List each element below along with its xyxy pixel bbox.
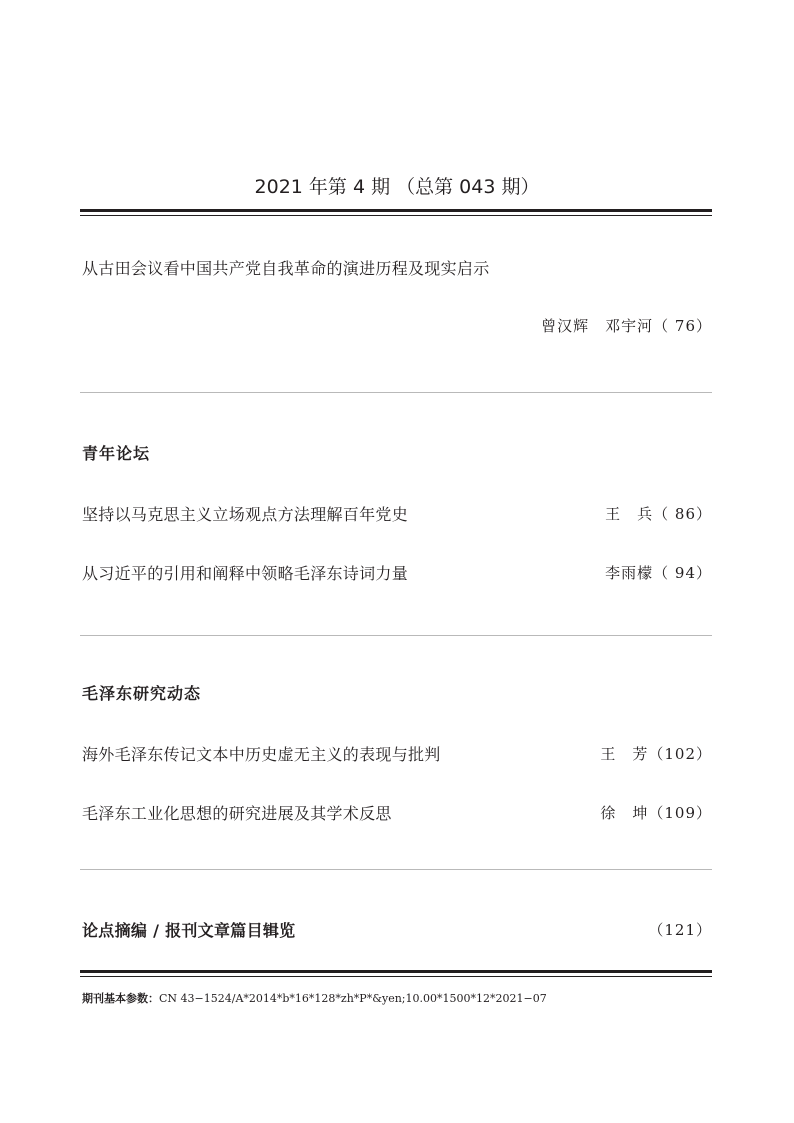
- section-divider: [80, 392, 712, 393]
- article-authors-page: 王 兵（ 86）: [605, 504, 712, 523]
- section-divider: [80, 869, 712, 870]
- toc-row[interactable]: [82, 500, 712, 526]
- article-title[interactable]: 海外毛泽东传记文本中历史虚无主义的表现与批判: [82, 744, 441, 764]
- article-title[interactable]: 坚持以马克思主义立场观点方法理解百年党史: [82, 504, 409, 524]
- toc-row[interactable]: [82, 740, 712, 766]
- digest-row[interactable]: [82, 916, 712, 942]
- journal-parameters: [82, 990, 547, 1006]
- section-divider: [80, 635, 712, 636]
- article-authors-page: 李雨檬（ 94）: [605, 563, 712, 582]
- journal-parameters-value: CN 43−1524/A*2014*b*16*128*zh*P*&yen;10.00*1500*12*2021−07: [159, 992, 547, 1005]
- footer-rule-thin: [80, 976, 712, 977]
- digest-title[interactable]: 论点摘编 / 报刊文章篇目辑览: [82, 920, 296, 940]
- lead-article-authors-page: 曾汉辉 邓宇河（ 76）: [541, 317, 712, 335]
- journal-parameters-label: 期刊基本参数：: [82, 992, 159, 1005]
- article-title[interactable]: 从习近平的引用和阐释中领略毛泽东诗词力量: [82, 563, 409, 583]
- footer-rule-thick: [80, 970, 712, 973]
- digest-page: （121）: [648, 920, 712, 939]
- lead-article-title[interactable]: 从古田会议看中国共产党自我革命的演进历程及现实启示: [82, 259, 490, 278]
- header-rule-thick: [80, 209, 712, 212]
- article-title[interactable]: 毛泽东工业化思想的研究进展及其学术反思: [82, 803, 392, 823]
- issue-title: 2021 年第 4 期 （总第 043 期）: [254, 176, 540, 198]
- toc-row[interactable]: [82, 799, 712, 825]
- section-heading-mao-research: 毛泽东研究动态: [82, 684, 202, 703]
- toc-row[interactable]: [82, 559, 712, 585]
- article-authors-page: 王 芳（102）: [600, 744, 712, 763]
- header-rule-thin: [80, 215, 712, 216]
- section-heading-youth-forum: 青年论坛: [82, 444, 151, 463]
- article-authors-page: 徐 坤（109）: [600, 803, 712, 822]
